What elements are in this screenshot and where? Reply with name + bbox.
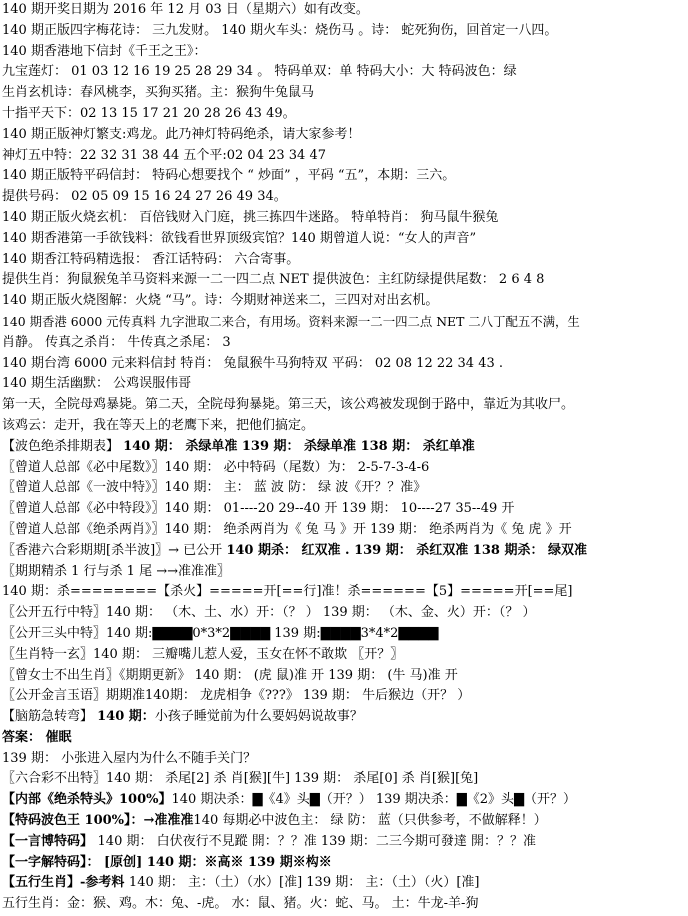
text-line [2,541,686,562]
text-line: 九宝莲灯： 01 03 12 16 19 25 28 29 34 。 特码单双：单 特码大小：大 特码波色：绿 [2,64,517,80]
text-line: 140 期：杀========【杀火】=====开[==行]准！杀======【5】=====开[==尾] [2,584,573,600]
text-line: 139 期： 小张进入屋内为什么不随手关门？ [2,750,257,766]
text-line: 〖曾道人总部《必中尾数》〗140 期： 必中特码（尾数）为： 2-5-7-3-4-6 [2,459,430,475]
text-line: 140 期台湾 6000 元来料信封 特肖： 兔鼠猴牛马狗特双 平码： 02 08 12 22 34 43 . [2,355,504,371]
text-segment: 【波色绝杀排期表】 [2,438,124,454]
text-line: 〖六合彩不出特〗140 期： 杀尾[2] 杀 肖[猴][牛] 139 期： 杀尾[0] 杀 肖[猴][兔] [2,771,479,787]
text-segment: 140 期： [97,709,155,725]
text-line [2,832,686,853]
text-line: 第一天，全院母鸡暴毙。第二天，全院母狗暴毙。第三天，该公鸡被发现倒于路中，靠近为其收尸。 [2,397,575,413]
text-line: 140 期香港第一手欲钱料：欲钱看世界顶级宾馆？140 期曾道人说：“女人的声音” [2,230,477,246]
text-segment: 140 期杀： 红双准 . 139 期： 杀红双准 138 期杀： 绿双准 [226,542,587,558]
text-line [2,707,686,728]
text-line: 140 期正版火烧玄机： 百倍钱财入门庭，挑三拣四牛迷路。 特单特肖： 狗马鼠牛猴兔 [2,209,499,225]
text-line: 140 期生活幽默： 公鸡误服伟哥 [2,376,192,392]
text-segment: 140 期： 主：（土）（水）[准] 139 期： 主：（土）（火）[准] [128,875,480,891]
text-line: 〖生肖特一玄〗140 期： 三瓣嘴儿惹人爱，玉女在怀不敢欺 〖开？〗 [2,646,404,662]
text-segment: 140 每期必中波色主： 绿 防： 蓝（只供参考，不做解释！） [193,813,547,829]
text-segment: 【一言博特码】 [2,833,98,849]
text-line [2,853,686,874]
text-segment: 【脑筋急转弯】 [2,709,98,725]
text-line: 十指平天下：02 13 15 17 21 20 28 26 43 49。 [2,105,296,121]
text-line: 提供号码： 02 05 09 15 16 24 27 26 49 34。 [2,189,287,205]
text-line: 〖曾道人总部《必中特段》〗140 期： 01----20 29--40 开 139 期： 10----27 35--49 开 [2,501,515,517]
text-line: 〖曾道人总部《绝杀两肖》〗140 期： 绝杀两肖为《 兔 马 》开 139 期： 绝杀两肖为《 兔 虎 》开 [2,521,572,537]
text-line: 〖公开三头中特〗140 期:▇▇▇▇0*3*2▇▇▇▇ 139 期:▇▇▇▇3*4*2▇▇▇▇ [2,625,439,641]
text-line: 140 期正版特平码信封： 特码心想要找个 “ 炒面” ，平码 “五”，本期：三六。 [2,168,456,184]
text-line: 140 期香港地下信封《千王之王》： [2,43,207,59]
text-segment: 【特码波色王 100%】：→准准准 [2,813,194,829]
text-line: 140 期香港 6000 元传真料 九字泄取二来合，有用场。资料来源一二一四二点 NET 二八丁配五不满，生 [2,313,580,329]
text-line: 140 期正版四字梅花诗： 三九发财。 140 期火车头：烧伤马 。诗： 蛇死狗伤，回首定一八四。 [2,22,558,38]
text-segment: 【一字解特码】： [原创] 140 期：※高※ 139 期※构※ [2,854,332,870]
text-segment: 〖香港六合彩期期[杀半波]〗→ 已公开 [2,542,227,558]
text-line: 140 期正版神灯繁支:鸡龙。此乃神灯特码绝杀，请大家参考！ [2,126,361,142]
text-line: 神灯五中特：22 32 31 38 44 五个平:02 04 23 34 47 [2,147,326,163]
text-segment: 【五行生肖】-参考料 [2,875,129,891]
text-line [2,728,686,749]
lottery-document [2,0,686,915]
text-line: 生肖玄机诗：春风桃李，买狗买猪。主：猴狗牛兔鼠马 [2,85,315,101]
text-line: 〖公开五行中特〗140 期： （木、土、水）开：（？ ） 139 期： （木、金、火）开：（？ ） [2,605,536,621]
text-line [2,437,686,458]
text-segment: 【内部《绝杀特头》100%】 [2,792,172,808]
text-line: 140 期香江特码精选报： 香江话特码： 六合寄事。 [2,251,300,267]
text-segment: 答案： 催眠 [2,729,72,745]
text-line: 提供生肖：狗鼠猴兔羊马资料来源一二一四二点 NET 提供波色：主红防绿提供尾数： 2 6 4 8 [2,272,545,288]
text-line: 140 期开奖日期为 2016 年 12 月 03 日（星期六）如有改变。 [2,2,369,17]
text-line: 肖静。 传真之杀肖： 牛传真之杀尾： 3 [2,334,231,350]
text-line: 该鸡云：走开，我在等天上的老鹰下来，把他们搞定。 [2,417,315,433]
text-segment: 140 期： 白伏夜行不見蹤 開：？？准 139 期：二三今期可發達 開：？？准 [97,833,536,849]
text-line: 五行生肖：金：猴、鸡。木：兔、-虎。 水：鼠、猪。火：蛇、马。 土：牛龙-羊-狗 [2,896,479,912]
text-line: 〖曾女士不出生肖〗《期期更新》 140 期： (虎 鼠)准 开 139 期： (牛 马)准 开 [2,667,458,683]
text-line [2,811,686,832]
text-line: 〖公开金言玉语〗期期准140期： 龙虎相争《???》 139 期： 牛后猴边（开？ ） [2,688,471,704]
text-line: 〖曾道人总部《一波中特》〗140 期： 主： 蓝 波 防： 绿 波《开？？准》 [2,480,427,496]
text-line: 140 期正版火烧图解：火烧 “马”。诗：今期财神送来二，三四对对出玄机。 [2,293,439,309]
text-line [2,790,686,811]
text-segment: 140 期： 杀绿单准 139 期： 杀绿单准 138 期： 杀红单准 [123,438,475,454]
text-segment: 140 期决杀：▇《4》头▇（开？） 139 期决杀：▇《2》头▇（开？） [171,792,577,808]
text-line [2,873,686,894]
text-line: 〖期期精杀 1 行与杀 1 尾 →→准准准〗 [2,563,230,579]
text-segment: 小孩子睡觉前为什么要妈妈说故事？ [154,709,363,725]
